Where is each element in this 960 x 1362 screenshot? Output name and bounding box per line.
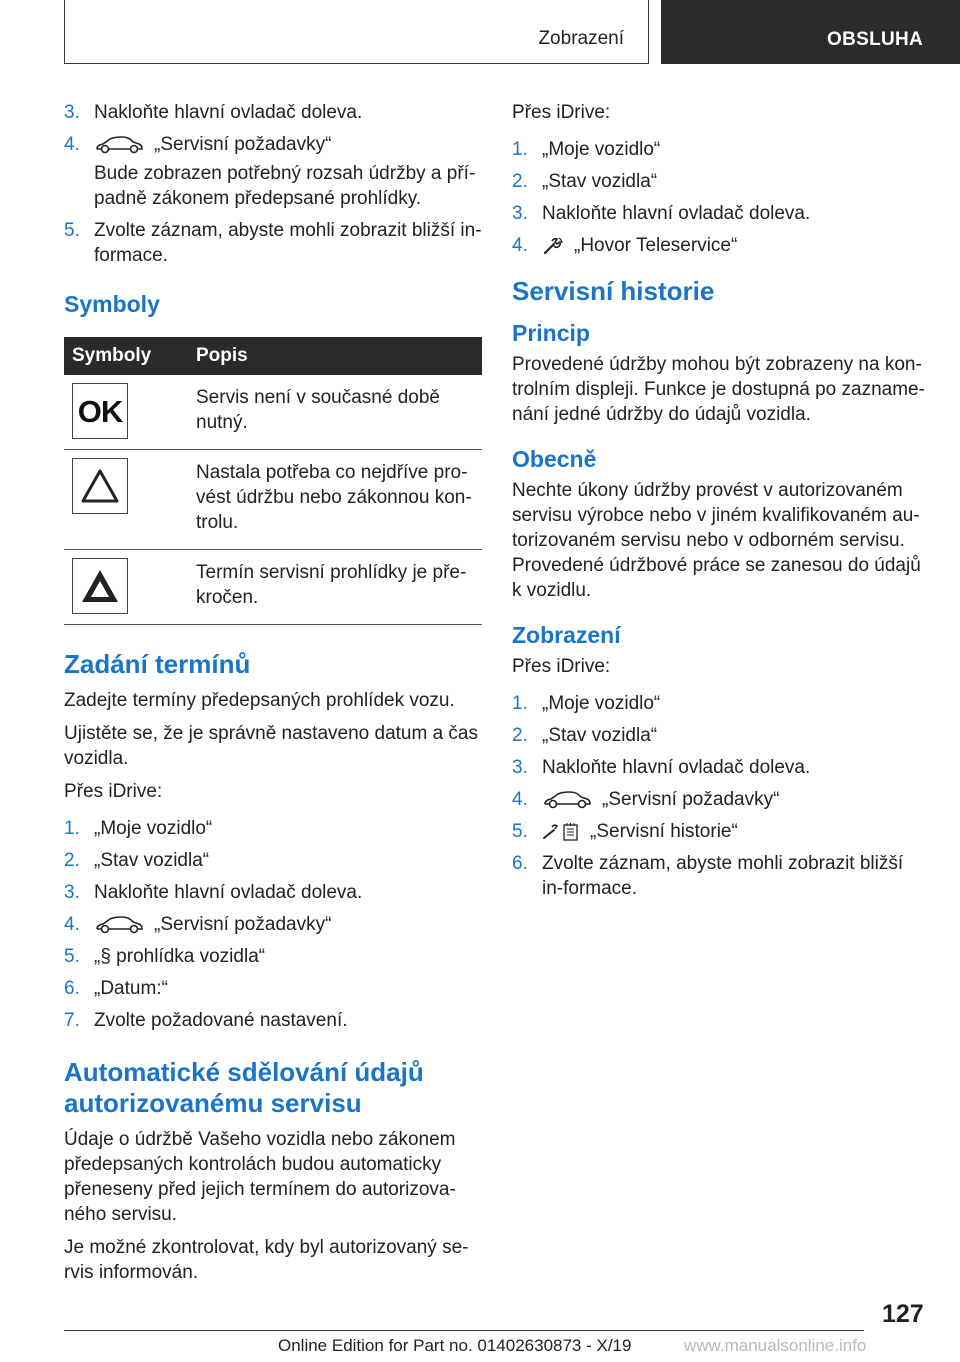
step-number: 1.	[512, 693, 528, 714]
table-row	[64, 450, 482, 550]
display-steps-list	[512, 691, 928, 901]
car-icon	[542, 791, 592, 809]
table-header-symbols: Symboly	[64, 337, 188, 375]
display-heading: Zobrazení	[512, 622, 621, 648]
step-number: 4.	[64, 914, 80, 935]
dates-paragraph-2: Ujistěte se, že je správně nastaveno datum a čas vozidla.	[64, 723, 479, 769]
page-number: 127	[882, 1300, 924, 1328]
car-icon	[94, 136, 144, 154]
list-item	[64, 218, 482, 268]
ok-symbol-text: OK	[77, 393, 123, 429]
step-text: Nakloňte hlavní ovladač doleva.	[94, 882, 363, 903]
list-item	[512, 137, 928, 162]
header-section-box	[64, 0, 649, 64]
description-cell: Nastala potřeba co nejdříve pro-vést údržbu nebo zákonnou kon-trolu.	[188, 450, 482, 550]
step-text: Nakloňte hlavní ovladač doleva.	[542, 203, 811, 224]
right-intro: Přes iDrive:	[512, 102, 611, 123]
step-text: Nakloňte hlavní ovladač doleva.	[94, 102, 363, 123]
table-header-description: Popis	[188, 337, 482, 375]
list-item	[512, 201, 928, 226]
list-item	[512, 169, 928, 194]
list-item	[512, 787, 928, 812]
general-heading: Obecně	[512, 446, 597, 472]
symbol-cell	[64, 375, 188, 450]
step-text: „Servisní požadavky“	[154, 914, 332, 935]
step-text: „Servisní historie“	[590, 821, 738, 842]
list-item	[64, 944, 482, 969]
step-text: „Stav vozidla“	[94, 850, 210, 871]
header-chapter-box	[661, 0, 960, 64]
step-text: Zvolte požadované nastavení.	[94, 1010, 348, 1031]
dates-paragraph-1: Zadejte termíny předepsaných prohlídek vozu.	[64, 690, 455, 711]
list-item	[64, 912, 482, 937]
history-heading: Servisní historie	[512, 276, 715, 306]
header-section-title: Zobrazení	[538, 28, 624, 49]
step-number: 3.	[64, 882, 80, 903]
overdue-warning-icon	[72, 558, 128, 614]
teleservice-wrench-icon	[542, 236, 564, 256]
car-icon	[94, 916, 144, 934]
auto-paragraph-1: Údaje o údržbě Vašeho vozidla nebo zákonem předepsaných kontrolách budou automaticky přeneseny před jejich termínem do autorizova-ného servisu.	[64, 1129, 456, 1225]
step-number: 4.	[512, 235, 528, 256]
step-text: Zvolte záznam, abyste mohli zobrazit bližší in-formace.	[94, 220, 482, 266]
step-text: „Servisní požadavky“	[154, 134, 332, 155]
step-number: 2.	[512, 725, 528, 746]
general-paragraph: Nechte úkony údržby provést v autorizovaném servisu výrobce nebo v jiném kvalifikovaném au-torizovaném servisu nebo v odborném servisu. Provedené údržbové práce se zanesou do údajů k vozidlu.	[512, 480, 921, 601]
step-number: 3.	[512, 203, 528, 224]
step-number: 6.	[64, 978, 80, 999]
list-item	[64, 848, 482, 873]
step-text: Nakloňte hlavní ovladač doleva.	[542, 757, 811, 778]
principle-paragraph: Provedené údržby mohou být zobrazeny na kon-trolním displeji. Funkce je dostupná po zazname-nání jedné údržby do údajů vozidla.	[512, 354, 925, 425]
step-number: 3.	[64, 102, 80, 123]
list-item	[64, 100, 482, 125]
step-number: 3.	[512, 757, 528, 778]
list-item	[512, 233, 928, 258]
step-number: 4.	[512, 789, 528, 810]
list-item	[64, 976, 482, 1001]
list-item	[512, 851, 928, 901]
description-cell: Termín servisní prohlídky je pře-kročen.	[188, 550, 482, 625]
symbol-cell	[64, 550, 188, 625]
step-number: 5.	[64, 220, 80, 241]
warning-triangle-icon	[72, 458, 128, 514]
step-text: „Moje vozidlo“	[94, 818, 213, 839]
step-text: „Hovor Teleservice“	[574, 235, 738, 256]
right-column	[512, 100, 928, 908]
step-text: „Moje vozidlo“	[542, 139, 661, 160]
list-item	[64, 880, 482, 905]
service-history-icon	[542, 822, 580, 842]
step-text: „Stav vozidla“	[542, 171, 658, 192]
dates-paragraph-3: Přes iDrive:	[64, 781, 163, 802]
display-intro: Přes iDrive:	[512, 656, 611, 677]
right-steps-list	[512, 137, 928, 258]
step-number: 2.	[512, 171, 528, 192]
step-number: 7.	[64, 1010, 80, 1031]
intro-steps-list	[64, 100, 482, 268]
auto-heading: Automatické sdělování údajů autorizovanému servisu	[64, 1057, 424, 1118]
table-row	[64, 375, 482, 450]
step-number: 1.	[512, 139, 528, 160]
step-text: „Stav vozidla“	[542, 725, 658, 746]
footer-divider	[64, 1330, 864, 1331]
step-text: „Servisní požadavky“	[602, 789, 780, 810]
step-text: „Datum:“	[94, 978, 168, 999]
description-cell: Servis není v současné době nutný.	[188, 375, 482, 450]
dates-heading: Zadání termínů	[64, 649, 251, 679]
step-text: Zvolte záznam, abyste mohli zobrazit bližší in-formace.	[542, 853, 904, 899]
step-number: 5.	[64, 946, 80, 967]
step-subtext: Bude zobrazen potřebný rozsah údržby a pří-padně zákonem předepsané prohlídky.	[94, 163, 476, 209]
list-item	[512, 723, 928, 748]
symbols-heading: Symboly	[64, 291, 160, 317]
list-item	[512, 691, 928, 716]
footer-watermark: www.manualsonline.info	[684, 1336, 867, 1355]
principle-heading: Princip	[512, 320, 590, 346]
table-header-row	[64, 337, 482, 375]
step-number: 4.	[64, 134, 80, 155]
step-text: „Moje vozidlo“	[542, 693, 661, 714]
symbols-table	[64, 337, 482, 625]
dates-steps-list	[64, 816, 482, 1033]
left-column	[64, 100, 482, 1293]
header-chapter-title: OBSLUHA	[827, 29, 924, 50]
list-item	[64, 132, 482, 211]
list-item	[64, 1008, 482, 1033]
symbol-cell	[64, 450, 188, 550]
step-number: 2.	[64, 850, 80, 871]
list-item	[512, 755, 928, 780]
ok-symbol-icon	[72, 383, 128, 439]
list-item	[512, 819, 928, 844]
step-text: „§ prohlídka vozidla“	[94, 946, 266, 967]
footer-edition: Online Edition for Part no. 01402630873 - X/19	[278, 1336, 632, 1355]
list-item	[64, 816, 482, 841]
auto-paragraph-2: Je možné zkontrolovat, kdy byl autorizovaný se-rvis informován.	[64, 1237, 469, 1283]
step-number: 1.	[64, 818, 80, 839]
table-row	[64, 550, 482, 625]
step-number: 5.	[512, 821, 528, 842]
step-number: 6.	[512, 853, 528, 874]
